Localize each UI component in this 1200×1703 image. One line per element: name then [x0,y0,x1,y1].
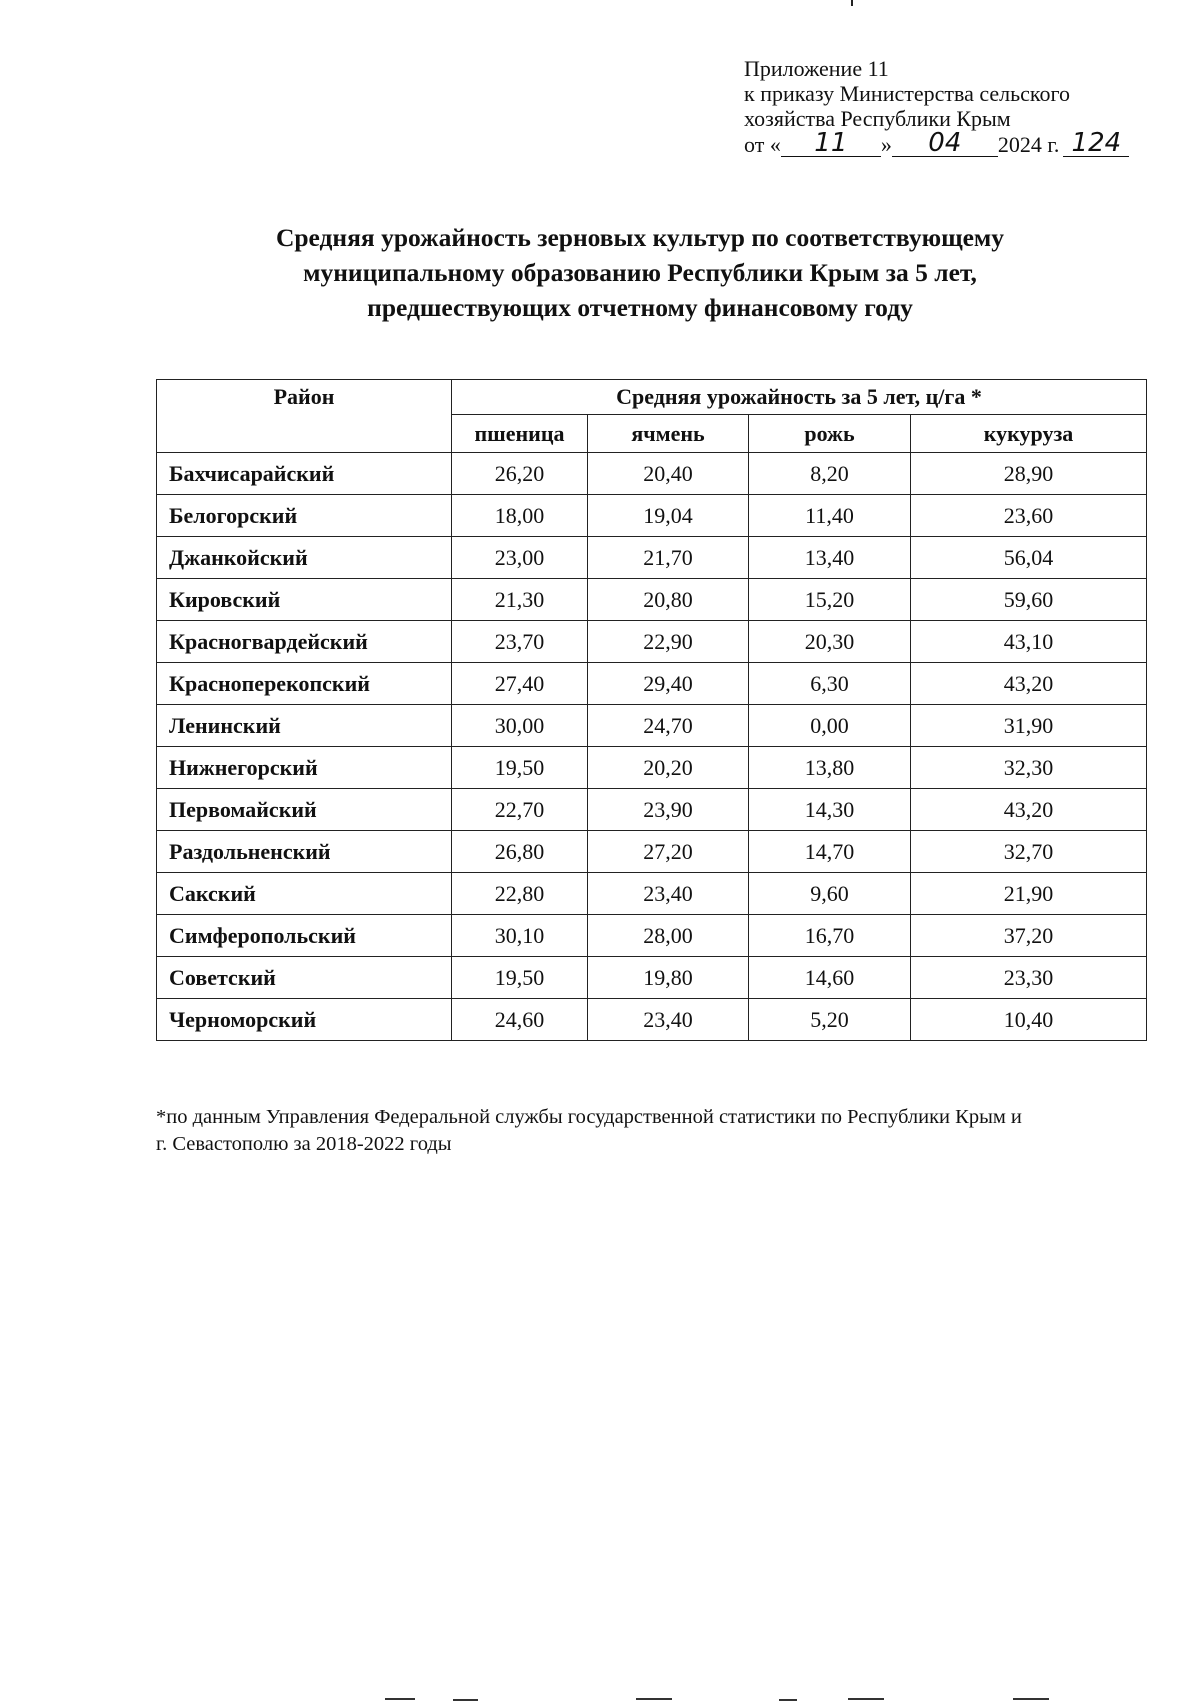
barley-value: 23,90 [588,789,749,831]
table-row [157,873,1147,915]
wheat-value: 23,70 [452,621,588,663]
scan-artifact-line [1013,1698,1049,1700]
wheat-value: 18,00 [452,495,588,537]
wheat-value: 30,10 [452,915,588,957]
barley-value: 22,90 [588,621,749,663]
rye-value: 6,30 [749,663,911,705]
column-header-rye: рожь [749,415,911,453]
wheat-value: 19,50 [452,747,588,789]
rye-value: 0,00 [749,705,911,747]
scan-artifact-line [636,1698,672,1700]
table-body [157,453,1147,1041]
date-prefix: от « [744,132,781,157]
wheat-value: 27,40 [452,663,588,705]
wheat-value: 24,60 [452,999,588,1041]
district-name: Черноморский [157,999,452,1041]
corn-value: 32,30 [911,747,1147,789]
district-name: Джанкойский [157,537,452,579]
table-row [157,957,1147,999]
wheat-value: 26,80 [452,831,588,873]
district-name: Первомайский [157,789,452,831]
barley-value: 19,80 [588,957,749,999]
title-line-1: Средняя урожайность зерновых культур по соответствующему [275,223,1005,252]
district-name: Ленинский [157,705,452,747]
table-row [157,453,1147,495]
rye-value: 11,40 [749,495,911,537]
rye-value: 14,30 [749,789,911,831]
rye-value: 13,40 [749,537,911,579]
title-line-3: предшествующих отчетному финансовому году [367,293,913,322]
table-row [157,663,1147,705]
wheat-value: 23,00 [452,537,588,579]
district-name: Бахчисарайский [157,453,452,495]
barley-value: 24,70 [588,705,749,747]
corn-value: 43,20 [911,663,1147,705]
table-row [157,495,1147,537]
rye-value: 20,30 [749,621,911,663]
handwritten-order-number: 124 [1063,131,1129,157]
title-line-2: муниципальному образованию Республики Крым за 5 лет, [303,258,977,287]
table-row [157,705,1147,747]
table-row [157,621,1147,663]
district-name: Симферопольский [157,915,452,957]
table-row [157,747,1147,789]
column-header-corn: кукуруза [911,415,1147,453]
corn-value: 23,60 [911,495,1147,537]
column-header-wheat: пшеница [452,415,588,453]
rye-value: 14,60 [749,957,911,999]
barley-value: 23,40 [588,873,749,915]
table-row [157,579,1147,621]
wheat-value: 22,70 [452,789,588,831]
district-name: Красногвардейский [157,621,452,663]
scan-artifact-line [453,1699,478,1701]
district-name: Белогорский [157,495,452,537]
date-quote-close: » [880,132,892,157]
barley-value: 28,00 [588,915,749,957]
corn-value: 59,60 [911,579,1147,621]
wheat-value: 30,00 [452,705,588,747]
handwritten-month: 04 [892,131,998,157]
attachment-header [744,56,1129,157]
barley-value: 19,04 [588,495,749,537]
document-title [140,220,1140,325]
district-name: Раздольненский [157,831,452,873]
table-row [157,789,1147,831]
handwritten-day: 11 [781,131,881,157]
rye-value: 5,20 [749,999,911,1041]
wheat-value: 22,80 [452,873,588,915]
corn-value: 37,20 [911,915,1147,957]
barley-value: 20,40 [588,453,749,495]
scan-artifact-line [385,1698,415,1700]
corn-value: 56,04 [911,537,1147,579]
district-name: Кировский [157,579,452,621]
table-row [157,831,1147,873]
footnote-line-2: г. Севастополю за 2018-2022 годы [156,1133,452,1155]
footnote-line-1: *по данным Управления Федеральной службы государственной статистики по Республики Крым и [156,1106,1022,1128]
table-row [157,537,1147,579]
district-column-header: Район [157,380,452,453]
corn-value: 31,90 [911,705,1147,747]
barley-value: 29,40 [588,663,749,705]
wheat-value: 21,30 [452,579,588,621]
rye-value: 14,70 [749,831,911,873]
barley-value: 20,20 [588,747,749,789]
wheat-value: 19,50 [452,957,588,999]
corn-value: 28,90 [911,453,1147,495]
district-name: Советский [157,957,452,999]
yield-table [156,379,1147,1041]
attachment-ministry: хозяйства Республики Крым [744,106,1011,131]
scan-artifact-line [779,1699,797,1701]
attachment-order-ref: к приказу Министерства сельского [744,81,1070,106]
attachment-date-line [744,128,1129,158]
barley-value: 20,80 [588,579,749,621]
barley-value: 27,20 [588,831,749,873]
rye-value: 8,20 [749,453,911,495]
scan-corner-mark [851,0,853,6]
column-header-barley: ячмень [588,415,749,453]
corn-value: 10,40 [911,999,1147,1041]
corn-value: 21,90 [911,873,1147,915]
corn-value: 43,10 [911,621,1147,663]
table-row [157,999,1147,1041]
rye-value: 13,80 [749,747,911,789]
footnote [156,1104,1116,1158]
attachment-number: Приложение 11 [744,56,889,81]
corn-value: 43,20 [911,789,1147,831]
rye-value: 15,20 [749,579,911,621]
rye-value: 16,70 [749,915,911,957]
date-year: 2024 г. [997,132,1060,157]
corn-value: 23,30 [911,957,1147,999]
barley-value: 21,70 [588,537,749,579]
rye-value: 9,60 [749,873,911,915]
scan-artifact-line [848,1698,884,1700]
district-name: Красноперекопский [157,663,452,705]
wheat-value: 26,20 [452,453,588,495]
table-row [157,915,1147,957]
district-name: Сакский [157,873,452,915]
barley-value: 23,40 [588,999,749,1041]
corn-value: 32,70 [911,831,1147,873]
average-yield-group-header: Средняя урожайность за 5 лет, ц/га * [452,380,1147,415]
district-name: Нижнегорский [157,747,452,789]
